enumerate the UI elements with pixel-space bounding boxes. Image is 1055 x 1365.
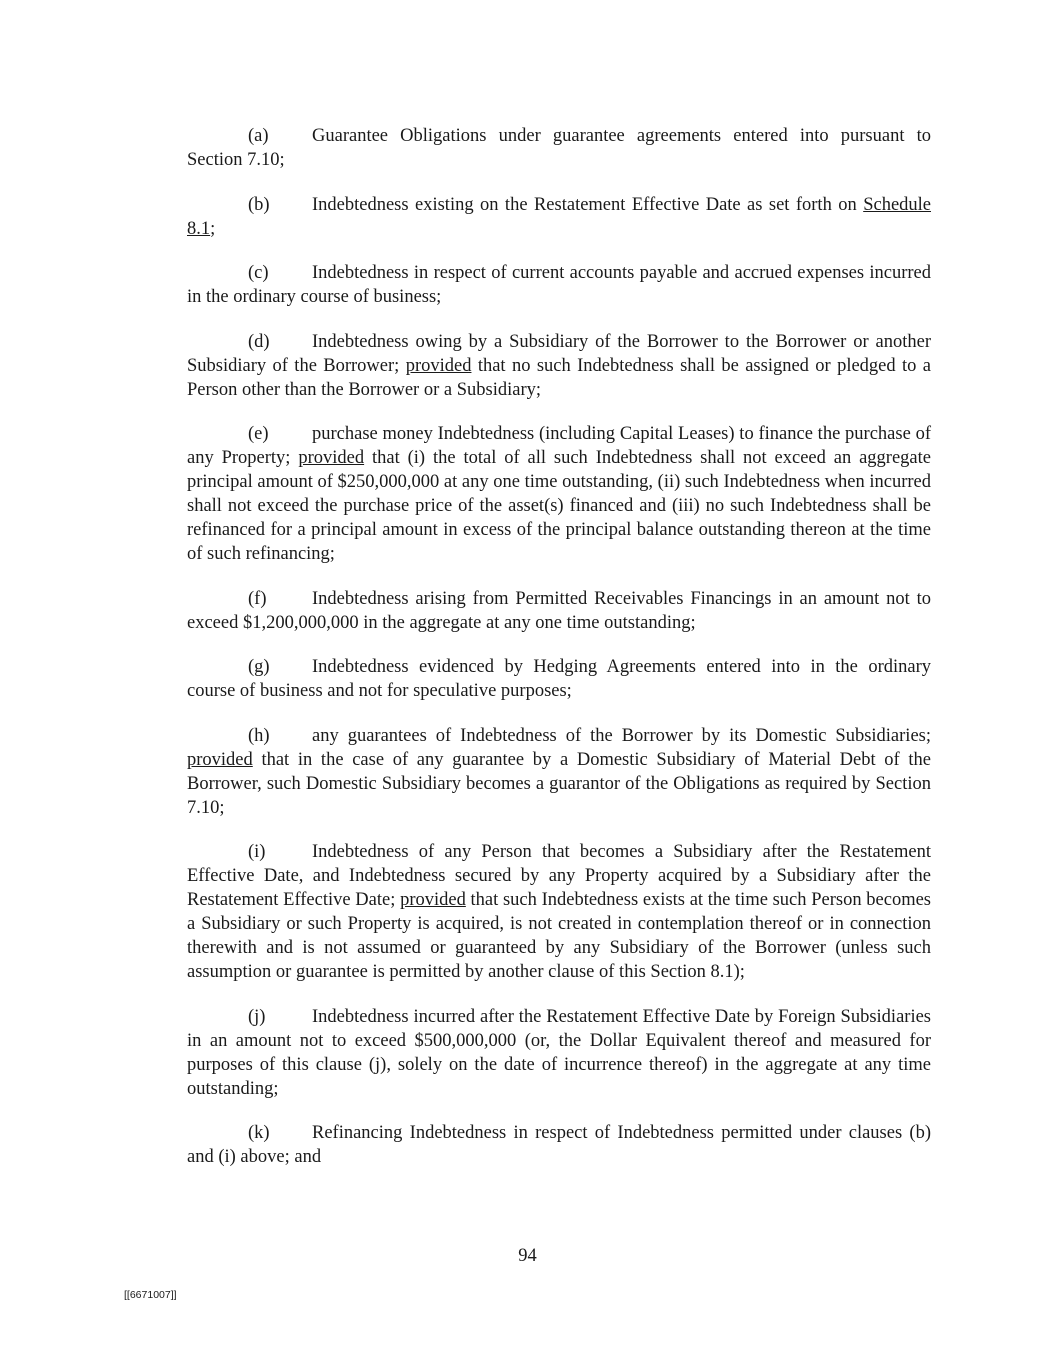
clause-label: (b) [248, 194, 270, 215]
clause-label: (g) [248, 657, 270, 677]
document-id: [[6671007]] [124, 1289, 177, 1301]
clause-label: (k) [248, 1123, 270, 1143]
provided-term: provided [400, 890, 466, 910]
clause-label: (i) [248, 842, 266, 862]
provided-term: provided [298, 448, 365, 468]
clause-label: (c) [248, 263, 269, 283]
clause-e: (e) purchase money Indebtedness (including Capital Leases) to finance the purchase of any Property; provided that (i) the total of all such Indebtedness shall not exceed an aggregate principal amount of $250,000,000 at any one time outstanding, (ii) such Indebtedness when incurred shall not exceed the purchase price of the asset(s) financed and (iii) no such Indebtedness shall be refinanced for a principal amount in excess of the principal balance outstanding thereon at the time of such refinancing; [187, 424, 931, 564]
schedule-reference: Schedule 8.1 [187, 194, 931, 239]
clause-label: (a) [248, 126, 269, 146]
clause-j: (j) Indebtedness incurred after the Restatement Effective Date by Foreign Subsidiaries in an amount not to exceed $500,000,000 (or, the Dollar Equivalent thereof and measured for purposes of this clause (j), solely on the date of incurrence thereof) in the aggregate at any time outstanding; [187, 1006, 931, 1099]
clause-i: (i) Indebtedness of any Person that becomes a Subsidiary after the Restatement Effective Date, and Indebtedness secured by any Property acquired by a Subsidiary after the Restatement Effective Date; provided that such Indebtedness exists at the time such Person becomes a Subsidiary or such Property is acquired, is not created in contemplation thereof or in connection therewith and is not assumed or guaranteed by any Subsidiary of the Borrower (unless such assumption or guarantee is permitted by another clause of this Section 8.1); [187, 842, 932, 982]
clause-k: (k) Refinancing Indebtedness in respect of Indebtedness permitted under clauses (b) and (i) above; and [187, 1123, 931, 1167]
clause-f: (f) Indebtedness arising from Permitted Receivables Financings in an amount not to exceed $1,200,000,000 in the aggregate at any one time outstanding; [187, 588, 931, 633]
clause-h: (h) any guarantees of Indebtedness of the Borrower by its Domestic Subsidiaries; provided that in the case of any guarantee by a Domestic Subsidiary of Material Debt of the Borrower, such Domestic Subsidiary becomes a guarantor of the Obligations as required by Section 7.10; [187, 725, 931, 818]
clause-a: (a) Guarantee Obligations under guarantee agreements entered into pursuant to Section 7.10; [187, 126, 931, 170]
clause-c: (c) Indebtedness in respect of current accounts payable and accrued expenses incurred in the ordinary course of business; [187, 263, 931, 307]
clause-b: (b) Indebtedness existing on the Restatement Effective Date as set forth on Schedule 8.1; [187, 194, 931, 239]
page-number: 94 [518, 1246, 537, 1266]
provided-term: provided [187, 749, 253, 770]
clause-label: (e) [248, 424, 269, 444]
page-body [187, 124, 931, 1190]
clause-label: (h) [248, 725, 270, 746]
clause-label: (d) [248, 331, 270, 352]
clause-label: (j) [248, 1006, 266, 1027]
clause-d: (d) Indebtedness owing by a Subsidiary of the Borrower to the Borrower or another Subsidiary of the Borrower; provided that no such Indebtedness shall be assigned or pledged to a Person other than the Borrower or a Subsidiary; [187, 331, 931, 400]
clause-label: (f) [248, 588, 267, 609]
clause-g: (g) Indebtedness evidenced by Hedging Agreements entered into in the ordinary course of business and not for speculative purposes; [187, 657, 931, 701]
provided-term: provided [405, 355, 472, 376]
